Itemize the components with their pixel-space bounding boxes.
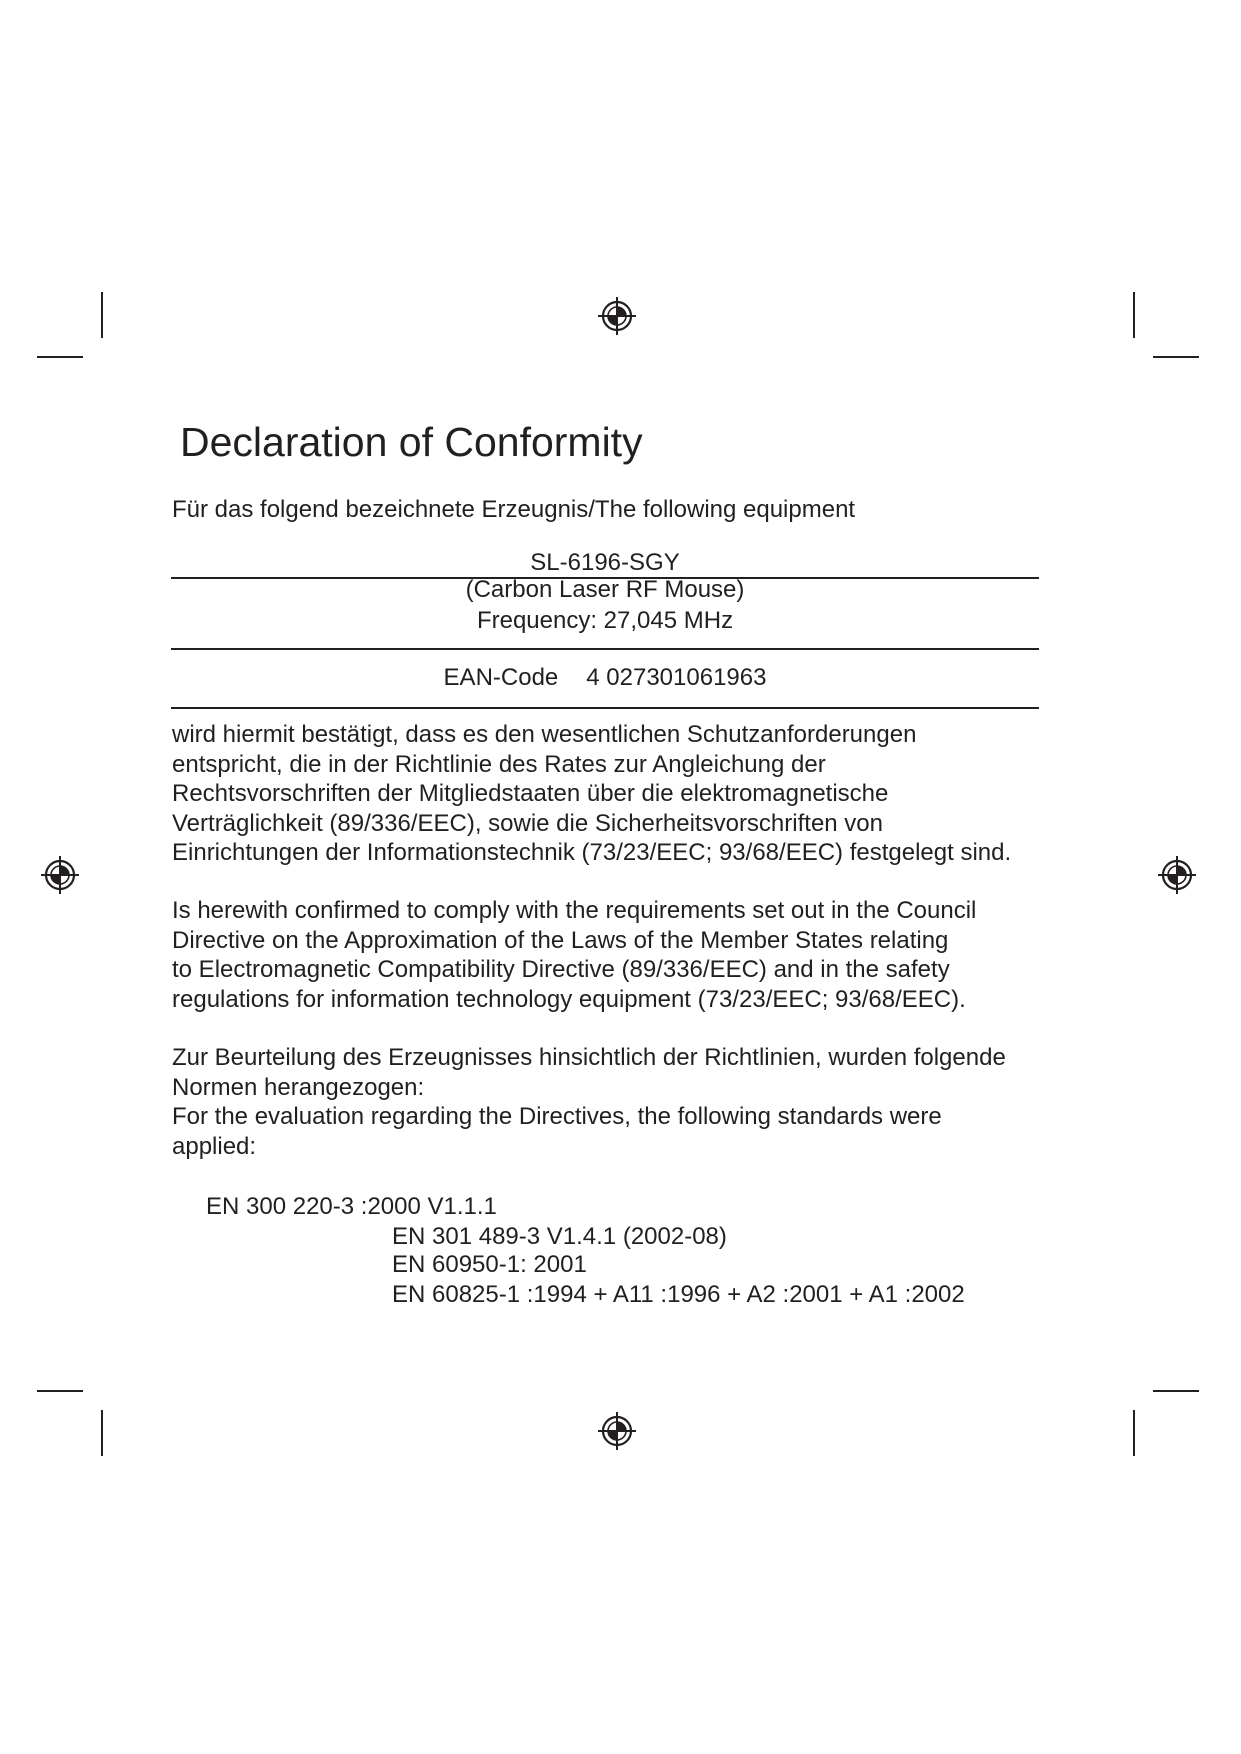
crop-mark-icon — [1133, 292, 1135, 338]
registration-crosshair-icon — [41, 856, 79, 894]
registration-crosshair-icon — [598, 1412, 636, 1450]
product-frequency: Frequency: 27,045 MHz — [476, 607, 734, 634]
product-description: (Carbon Laser RF Mouse) — [465, 576, 745, 603]
crop-mark-icon — [101, 1410, 103, 1456]
declaration-paragraph-en — [172, 896, 976, 1014]
crop-mark-icon — [1153, 1390, 1199, 1392]
standards-intro — [172, 1043, 1006, 1161]
standard-item: EN 300 220-3 :2000 V1.1.1 — [206, 1193, 497, 1220]
paragraph-line: entspricht, die in der Richtlinie des Rates zur Angleichung der — [172, 750, 826, 778]
crop-mark-icon — [1133, 1410, 1135, 1456]
divider — [171, 648, 1039, 650]
standard-item: EN 60950-1: 2001 — [392, 1251, 587, 1278]
paragraph-line: Verträglichkeit (89/336/EEC), sowie die Sicherheitsvorschriften von — [172, 809, 883, 837]
paragraph-line: applied: — [172, 1132, 257, 1160]
standard-item: EN 301 489-3 V1.4.1 (2002-08) — [392, 1223, 727, 1250]
registration-crosshair-icon — [1158, 856, 1196, 894]
paragraph-line: Directive on the Approximation of the Laws of the Member States relating — [172, 926, 949, 954]
ean-code-line — [171, 663, 1039, 693]
paragraph-line: Normen herangezogen: — [172, 1073, 425, 1101]
page-title: Declaration of Conformity — [180, 419, 643, 465]
paragraph-line: Einrichtungen der Informationstechnik (73/23/EEC; 93/68/EEC) festgelegt sind. — [172, 839, 1012, 866]
ean-code-label: EAN-Code — [443, 664, 559, 691]
paragraph-line: Zur Beurteilung des Erzeugnisses hinsichtlich der Richtlinien, wurden folgende — [172, 1044, 1006, 1071]
paragraph-line: wird hiermit bestätigt, dass es den wesentlichen Schutzanforderungen — [172, 721, 917, 748]
product-model: SL-6196-SGY — [530, 549, 680, 576]
declaration-paragraph-de — [172, 720, 1011, 868]
crop-mark-icon — [37, 1390, 83, 1392]
standard-item: EN 60825-1 :1994 + A11 :1996 + A2 :2001 + A1 :2002 — [392, 1281, 965, 1308]
equipment-intro: Für das folgend bezeichnete Erzeugnis/The following equipment — [172, 496, 856, 523]
paragraph-line: regulations for information technology equipment (73/23/EEC; 93/68/EEC). — [172, 985, 966, 1013]
crop-mark-icon — [1153, 356, 1199, 358]
registration-crosshair-icon — [598, 297, 636, 335]
ean-code-value: 4 027301061963 — [586, 664, 767, 691]
divider — [171, 707, 1039, 709]
paragraph-line: For the evaluation regarding the Directives, the following standards were — [172, 1103, 942, 1130]
crop-mark-icon — [37, 356, 83, 358]
crop-mark-icon — [101, 292, 103, 338]
paragraph-line: to Electromagnetic Compatibility Directive (89/336/EEC) and in the safety — [172, 956, 950, 983]
paragraph-line: Rechtsvorschriften der Mitgliedstaaten über die elektromagnetische — [172, 780, 889, 807]
paragraph-line: Is herewith confirmed to comply with the requirements set out in the Council — [172, 897, 977, 924]
